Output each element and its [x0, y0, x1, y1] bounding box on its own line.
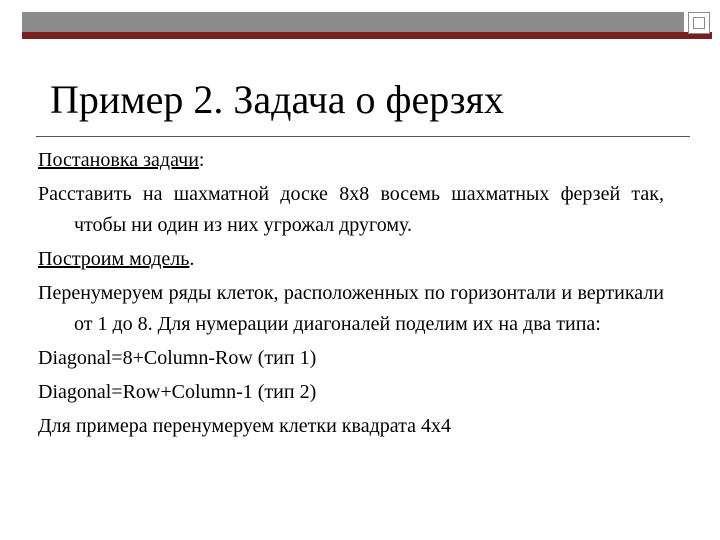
model-heading-suffix: .	[189, 248, 195, 270]
model-heading-line	[38, 244, 664, 275]
example-text: Для примера перенумеруем клетки квадрата 4х4	[38, 415, 451, 437]
slide-title: Пример 2. Задача о ферзях	[50, 77, 504, 122]
numbering-text: Перенумеруем ряды клеток, расположенных по горизонтали и вертикали от 1 до 8. Для нумерации диагоналей поделим их на два типа:	[38, 282, 664, 335]
slide-body	[38, 145, 664, 445]
accent-bar	[22, 32, 712, 39]
title-divider	[36, 136, 690, 137]
problem-heading-line	[38, 145, 664, 176]
task-text: Расставить на шахматной доске 8х8 восемь шахматных ферзей так, чтобы ни один из них угрожал другому.	[38, 183, 664, 236]
model-heading: Построим модель	[38, 248, 190, 270]
problem-heading-suffix: :	[198, 149, 205, 171]
problem-heading: Постановка задачи	[38, 149, 199, 171]
diagonal-type2-formula: Diagonal=Row+Column-1 (тип 2)	[38, 381, 317, 403]
diagonal-type1-formula: Diagonal=8+Column-Row (тип 1)	[38, 347, 317, 369]
corner-square-icon	[688, 12, 710, 34]
top-decorative-bar	[22, 12, 684, 32]
